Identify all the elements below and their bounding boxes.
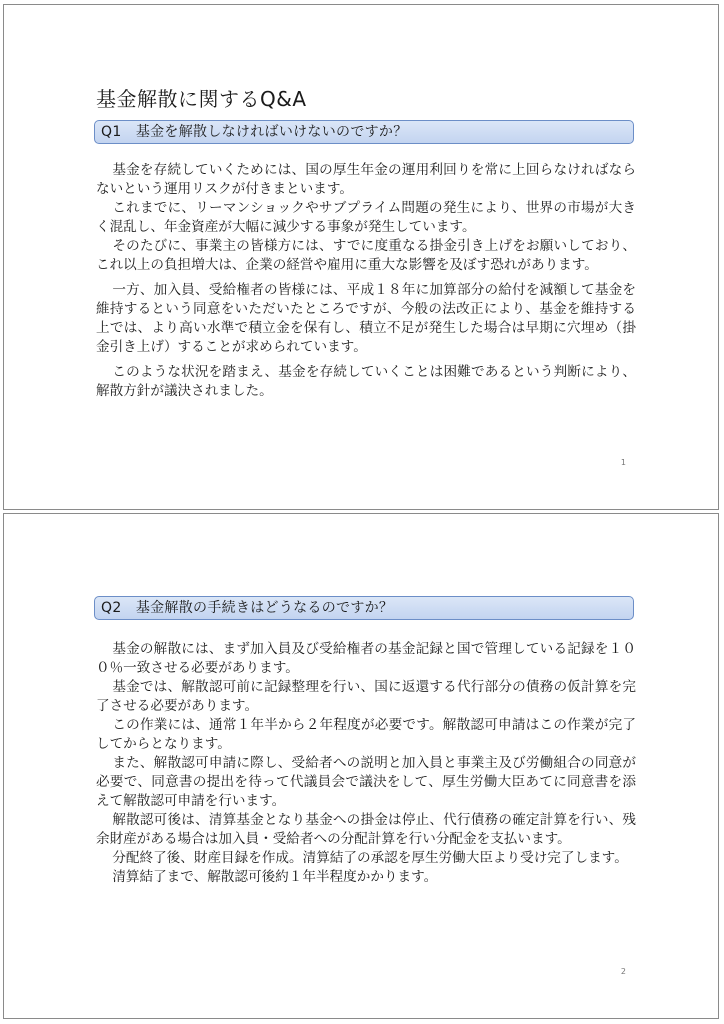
answer-1-paragraph-5: このような状況を踏まえ、基金を存続していくことは困難であるという判断により、解散方針が議決されました。 — [96, 364, 636, 399]
answer-1-body — [96, 161, 636, 401]
answer-1-paragraph-2: これまでに、リーマンショックやサブプライム問題の発生により、世界の市場が大きく混乱し、年金資産が大幅に減少する事象が発生しています。 — [96, 200, 636, 235]
question-2-header: Q2 基金解散の手続きはどうなるのですか？ — [94, 596, 634, 620]
question-1-header: Q1 基金を解散しなければいけないのですか？ — [94, 120, 634, 144]
answer-2-paragraph-4: また、解散認可申請に際し、受給者への説明と加入員と事業主及び労働組合の同意が必要で、同意書の提出を待って代議員会で議決をして、厚生労働大臣あてに同意書を添えて解散認可申請を行います。 — [96, 755, 636, 809]
answer-2-paragraph-1: 基金の解散には、まず加入員及び受給権者の基金記録と国で管理している記録を１００％一致させる必要があります。 — [96, 641, 636, 676]
answer-2-paragraph-5: 解散認可後は、清算基金となり基金への掛金は停止、代行債務の確定計算を行い、残余財産がある場合は加入員・受給者への分配計算を行い分配金を支払います。 — [96, 812, 636, 847]
page-title: 基金解散に関するQ&A — [96, 87, 307, 111]
answer-1-paragraph-3: そのたびに、事業主の皆様方には、すでに度重なる掛金引き上げをお願いしており、これ以上の負担増大は、企業の経営や雇用に重大な影響を及ぼす恐れがあります。 — [96, 238, 636, 273]
answer-2-paragraph-6: 分配終了後、財産目録を作成。清算結了の承認を厚生労働大臣より受け完了します。 — [112, 850, 628, 866]
answer-2-body — [96, 640, 636, 887]
answer-1-paragraph-4: 一方、加入員、受給権者の皆様には、平成１８年に加算部分の給付を減額して基金を維持するという同意をいただいたところですが、今般の法改正により、基金を維持する上では、より高い水準で積立金を保有し、積立不足が発生した場合は早期に穴埋め（掛金引き上げ）することが求められています。 — [96, 282, 636, 355]
answer-2-paragraph-3: この作業には、通常１年半から２年程度が必要です。解散認可申請はこの作業が完了してからとなります。 — [96, 717, 636, 752]
answer-2-paragraph-7: 清算結了まで、解散認可後約１年半程度かかります。 — [112, 869, 438, 885]
slide-1 — [3, 4, 719, 510]
page-number-1: 1 — [620, 458, 626, 467]
page-number-2: 2 — [620, 967, 626, 976]
answer-1-paragraph-1: 基金を存続していくためには、国の厚生年金の運用利回りを常に上回らなければならないという運用リスクが付きまといます。 — [96, 162, 636, 197]
answer-2-paragraph-2: 基金では、解散認可前に記録整理を行い、国に返還する代行部分の債務の仮計算を完了させる必要があります。 — [96, 679, 636, 714]
slide-2 — [3, 513, 719, 1019]
